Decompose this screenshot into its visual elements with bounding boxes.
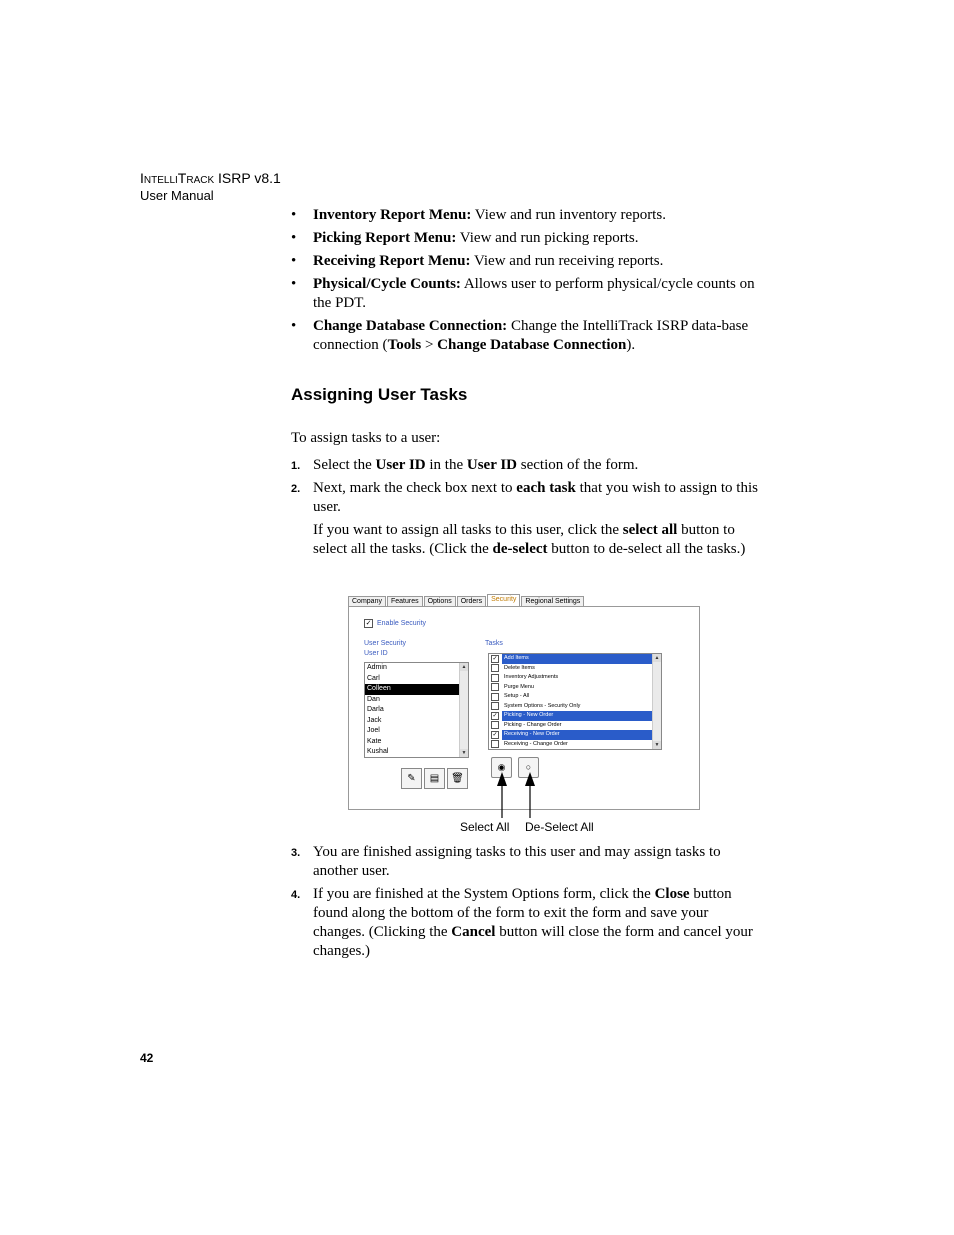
- bullet-text: View and run receiving reports.: [470, 253, 664, 269]
- list-item[interactable]: Admin: [367, 664, 387, 671]
- user-id-listbox[interactable]: [364, 662, 469, 758]
- task-checkbox[interactable]: [491, 664, 499, 672]
- arrow-up-icon: [497, 772, 507, 818]
- product-name-part: ISRP v8.1: [214, 170, 281, 186]
- bullet-term: Change Database Connection:: [313, 318, 508, 334]
- task-row[interactable]: [489, 683, 661, 693]
- caption-deselect-all: De-Select All: [525, 820, 594, 834]
- intro-paragraph: To assign tasks to a user:: [291, 430, 441, 446]
- step-text: [313, 456, 761, 475]
- tab-regional-settings[interactable]: Regional Settings: [521, 596, 584, 608]
- task-label: Picking - New Order: [502, 711, 652, 721]
- text-run: that you wish to assign to this user.: [313, 480, 758, 515]
- page-number: 42: [140, 1051, 154, 1065]
- text-run: Next, mark the check box next to: [313, 480, 517, 496]
- list-item[interactable]: Carl: [367, 674, 380, 682]
- step-list: [291, 843, 761, 965]
- delete-user-button[interactable]: [447, 768, 468, 789]
- product-name: [140, 170, 281, 187]
- tasks-label: Tasks: [485, 640, 503, 647]
- text-bold: each task: [516, 480, 576, 496]
- text-run: Select the: [313, 457, 376, 473]
- bullet-item: [291, 317, 761, 355]
- step-text: [313, 885, 761, 961]
- list-item[interactable]: Dan: [367, 695, 380, 703]
- bullet-bold: Tools: [387, 337, 422, 353]
- task-label: Picking - Change Order: [504, 721, 562, 728]
- task-checkbox[interactable]: [491, 702, 499, 710]
- bullet-bold: Change Database Connection: [437, 337, 627, 353]
- task-checkbox-checked[interactable]: ✓: [492, 712, 498, 719]
- text-bold: User ID: [466, 457, 518, 473]
- task-label: Receiving - New Order: [502, 730, 652, 740]
- arrow-up-icon: [525, 772, 535, 818]
- task-row[interactable]: [489, 692, 661, 702]
- scroll-up-icon[interactable]: ▲: [654, 655, 660, 661]
- tasks-listbox[interactable]: [488, 653, 662, 750]
- task-label: Setup - All: [504, 693, 530, 699]
- tab-orders[interactable]: Orders: [457, 596, 486, 608]
- text-run: section of the form.: [517, 457, 639, 473]
- text-bold: de-select: [492, 541, 548, 557]
- tasks-scrollbar[interactable]: [652, 654, 661, 749]
- text-run: button to de-select all the tasks.): [547, 541, 746, 557]
- task-checkbox-checked[interactable]: ✓: [492, 655, 498, 662]
- user-id-label: User ID: [364, 650, 388, 657]
- task-row[interactable]: [489, 673, 661, 683]
- text-run: If you are finished at the System Options form, click the: [313, 886, 655, 902]
- step-list: [291, 456, 761, 563]
- task-row[interactable]: [489, 740, 661, 750]
- product-name-part: I: [140, 170, 144, 186]
- step-number: 4.: [291, 889, 301, 901]
- caption-select-all: Select All: [460, 820, 510, 834]
- task-row[interactable]: [489, 664, 661, 674]
- bullet-text: >: [421, 337, 438, 353]
- task-label: System Options - Security Only: [504, 702, 581, 709]
- list-item[interactable]: Jack: [367, 716, 382, 724]
- bullet-term: Picking Report Menu:: [313, 230, 457, 246]
- bullet-text: View and run inventory reports.: [471, 207, 666, 223]
- bullet-item: [291, 275, 761, 313]
- bullet-text: Allows user to perform physical/cycle counts on the PDT.: [313, 276, 755, 311]
- product-name-part: T: [177, 170, 187, 186]
- radio-empty-icon: ○: [525, 762, 532, 772]
- task-row[interactable]: [489, 730, 661, 740]
- trash-icon: 🗑: [451, 773, 464, 784]
- scroll-down-icon[interactable]: ▼: [461, 750, 467, 756]
- edit-user-button[interactable]: [401, 768, 422, 789]
- task-checkbox[interactable]: [491, 674, 499, 682]
- section-heading: Assigning User Tasks: [291, 385, 468, 404]
- user-security-label: User Security: [364, 640, 407, 647]
- radio-selected-icon: ◉: [497, 762, 506, 772]
- step-item: [291, 456, 761, 475]
- text-run: button found along the bottom of the form to exit the form and save your changes. (Clicking the: [313, 886, 732, 940]
- checkmark-icon: ✓: [365, 620, 372, 627]
- step-number: 3.: [291, 847, 301, 859]
- text-run: button will close the form and cancel your changes.): [313, 924, 753, 959]
- permission-bullet-list: [291, 206, 761, 359]
- step-item: [291, 843, 761, 881]
- enable-security-label: Enable Security: [377, 620, 427, 627]
- text-bold: Cancel: [451, 924, 496, 940]
- task-checkbox[interactable]: [491, 721, 499, 729]
- text-run: in the: [425, 457, 467, 473]
- task-row[interactable]: [489, 654, 661, 664]
- task-row[interactable]: [489, 721, 661, 731]
- bullet-text: ).: [626, 337, 636, 353]
- task-label: Add Items: [502, 654, 652, 664]
- bullet-term: Inventory Report Menu:: [313, 207, 472, 223]
- task-checkbox[interactable]: [491, 740, 499, 748]
- task-checkbox[interactable]: [491, 683, 499, 691]
- running-header: [140, 170, 281, 204]
- task-row[interactable]: [489, 711, 661, 721]
- new-user-button[interactable]: [424, 768, 445, 789]
- new-record-icon: ▤: [429, 773, 440, 784]
- tab-security[interactable]: Security: [487, 594, 520, 608]
- list-item[interactable]: Kate: [367, 737, 382, 745]
- list-item[interactable]: Darla: [367, 706, 384, 713]
- text-run: If you want to assign all tasks to this user, click the: [313, 522, 623, 538]
- user-list-scrollbar[interactable]: [459, 663, 468, 757]
- step-text: [313, 479, 761, 517]
- task-label: Purge Menu: [504, 683, 534, 690]
- edit-icon: ✎: [407, 773, 416, 784]
- step-text: [313, 521, 761, 559]
- list-item[interactable]: Kushal: [367, 748, 389, 755]
- step-item: [291, 479, 761, 559]
- text-run: button to select all the tasks. (Click the: [313, 522, 735, 557]
- task-row[interactable]: [489, 702, 661, 712]
- text-bold: Close: [654, 886, 690, 902]
- bullet-term: Physical/Cycle Counts:: [313, 276, 461, 292]
- task-label: Delete Items: [504, 664, 535, 671]
- task-checkbox[interactable]: [491, 693, 499, 701]
- bullet-item: [291, 252, 761, 271]
- task-checkbox-checked[interactable]: ✓: [492, 731, 498, 738]
- step-number: 2.: [291, 483, 301, 495]
- tab-features[interactable]: Features: [387, 596, 423, 608]
- scroll-up-icon[interactable]: ▲: [461, 664, 467, 670]
- manual-subtitle: User Manual: [140, 188, 214, 203]
- bullet-item: [291, 206, 761, 225]
- bullet-text: View and run picking reports.: [456, 230, 639, 246]
- bullet-text: Change the IntelliTrack ISRP data-base connection (: [313, 318, 749, 353]
- tab-options[interactable]: Options: [424, 596, 456, 608]
- step-number: 1.: [291, 460, 301, 472]
- step-text: You are finished assigning tasks to this user and may assign tasks to another user.: [313, 844, 721, 879]
- text-bold: User ID: [375, 457, 426, 473]
- bullet-item: [291, 229, 761, 248]
- list-item[interactable]: Colleen: [365, 684, 468, 695]
- callout-arrows: [480, 770, 550, 820]
- product-name-part: rack: [186, 170, 215, 186]
- enable-security-checkbox[interactable]: [364, 619, 426, 628]
- scroll-down-icon[interactable]: ▼: [654, 742, 660, 748]
- text-bold: select all: [622, 522, 678, 538]
- task-label: Inventory Adjustments: [504, 674, 559, 680]
- step-item: [291, 885, 761, 961]
- bullet-term: Receiving Report Menu:: [313, 253, 471, 269]
- list-item[interactable]: Joel: [367, 727, 380, 734]
- task-label: Receiving - Change Order: [504, 740, 568, 747]
- tab-company[interactable]: Company: [348, 596, 386, 608]
- product-name-part: ntelli: [143, 170, 178, 186]
